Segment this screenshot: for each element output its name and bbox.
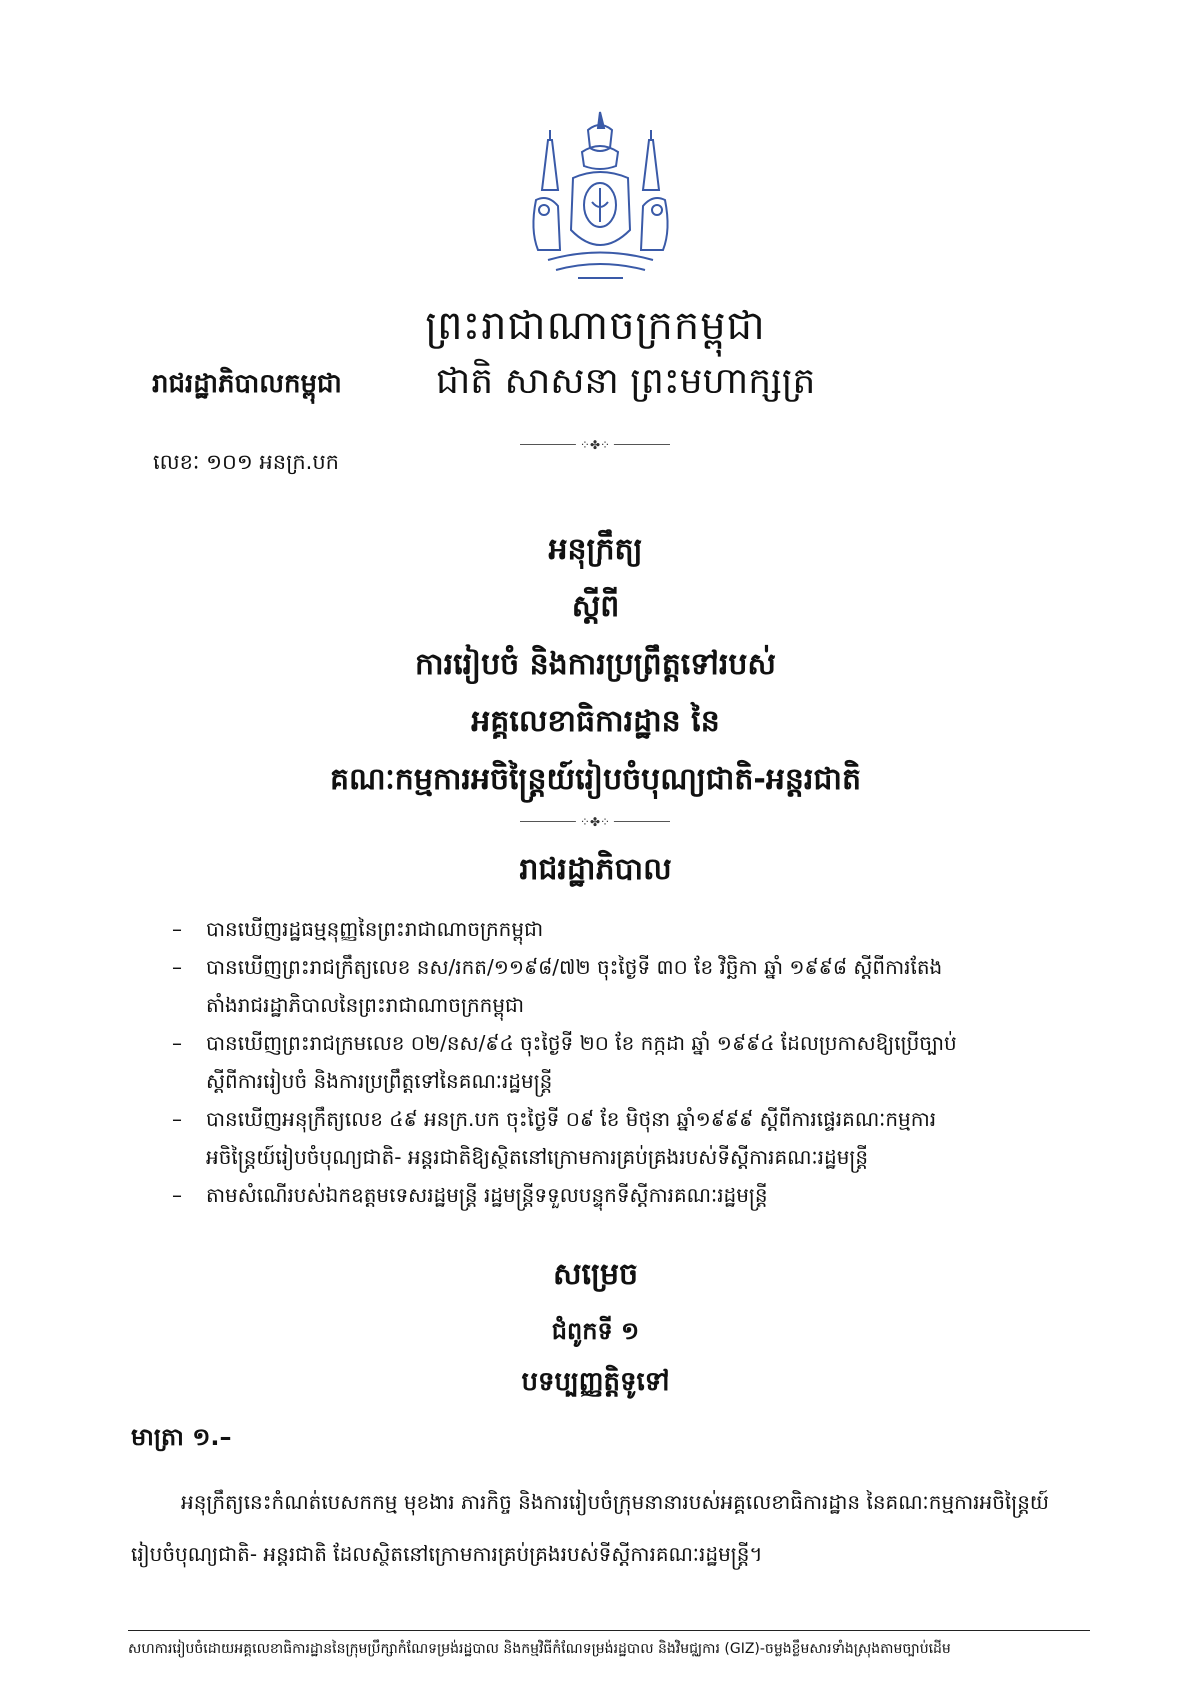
footer-divider <box>128 1630 1090 1631</box>
title-line-3: គណៈកម្មការអចិន្ត្រៃយ៍រៀបចំបុណ្យជាតិ-អន្តរជាតិ <box>329 762 862 797</box>
decision-heading: សម្រេច <box>552 1257 639 1292</box>
list-item: – បានឃើញអនុក្រឹត្យលេខ ៤៩ អនក្រ.បក ចុះថ្ងៃទី ០៩ ខែ មិថុនា ឆ្នាំ១៩៩៩ ស្តីពីការផ្ទេរគណៈកម្មការ អចិន្ត្រៃយ៍រៀបចំបុណ្យជាតិ- អន្តរជាតិឱ្យស្ថិតនៅក្រោមការគ្រប់គ្រងរបស់ទីស្តីការគណៈរដ្ឋមន្ត្រី <box>172 1100 1052 1176</box>
government-name: រាជរដ្ឋាភិបាលកម្ពុជា <box>152 369 342 399</box>
issuer-heading: រាជរដ្ឋាភិបាល <box>519 852 672 887</box>
article-heading: មាត្រា ១.– <box>131 1423 232 1451</box>
national-motto: ជាតិ សាសនា ព្រះមហាក្សត្រ <box>436 361 816 402</box>
list-item: – បានឃើញរដ្ឋធម្មនុញ្ញនៃព្រះរាជាណាចក្រកម្ពុជា <box>172 917 544 941</box>
royal-emblem-icon <box>518 110 683 285</box>
title-line-1: ការរៀបចំ និងការប្រព្រឹត្តទៅរបស់ <box>415 647 776 682</box>
consideration-text: បានឃើញព្រះរាជក្រមលេខ ០២/នស/៩៤ ចុះថ្ងៃទី ២០ ខែ កក្កដា ឆ្នាំ ១៩៩៤ ដែលប្រកាសឱ្យប្រើច្បាប់ <box>206 1031 957 1055</box>
list-item: – បានឃើញព្រះរាជក្រឹត្យលេខ នស/រកត/១១៩៨/៧២ ចុះថ្ងៃទី ៣០ ខែ វិច្ឆិកា ឆ្នាំ ១៩៩៨ ស្តីពីការតែង តាំងរាជរដ្ឋាភិបាលនៃព្រះរាជាណាចក្រកម្ពុជា <box>172 948 1052 1024</box>
title-about: ស្តីពី <box>571 589 620 624</box>
article-body: អនុក្រឹត្យនេះកំណត់បេសកកម្ម មុខងារ ភារកិច្ច និងការរៀបចំក្រុមនានារបស់អគ្គលេខាធិការដ្ឋាន នៃគណៈកម្មការអចិន្ត្រៃយ៍រៀបចំបុណ្យជាតិ- អន្តរជាតិ ដែលស្ថិតនៅក្រោមការគ្រប់គ្រងរបស់ទីស្តីការគណៈរដ្ឋមន្ត្រី។ <box>131 1490 1049 1566</box>
list-item: – តាមសំណើរបស់ឯកឧត្តមទេសរដ្ឋមន្ត្រី រដ្ឋមន្ត្រីទទួលបន្ទុកទីស្តីការគណៈរដ្ឋមន្ត្រី <box>172 1183 768 1207</box>
consideration-text: បានឃើញអនុក្រឹត្យលេខ ៤៩ អនក្រ.បក ចុះថ្ងៃទី ០៩ ខែ មិថុនា ឆ្នាំ១៩៩៩ ស្តីពីការផ្ទេរគណៈកម្មការ <box>206 1107 937 1131</box>
chapter-title: បទប្បញ្ញត្តិទូទៅ <box>521 1367 670 1397</box>
considerations-list <box>172 910 1052 1214</box>
consideration-text: តាំងរាជរដ្ឋាភិបាលនៃព្រះរាជាណាចក្រកម្ពុជា <box>206 993 525 1017</box>
divider-ornament: ⁘✤⁘ <box>520 815 670 829</box>
divider-ornament: ⁘✤⁘ <box>520 438 670 452</box>
chapter-heading: ជំពូកទី ១ <box>551 1317 640 1345</box>
reference-number: លេខៈ ១០១ អនក្រ.បក <box>153 450 339 474</box>
consideration-text: ស្តីពីការរៀបចំ និងការប្រព្រឹត្តទៅនៃគណៈរដ្ឋមន្ត្រី <box>206 1069 553 1093</box>
footer-note: សហការរៀបចំដោយអគ្គលេខាធិការដ្ឋាននៃក្រុមប្រឹក្សាកំណែទម្រង់រដ្ឋបាល និងកម្មវិធីកំណែទម្រង់រដ្ឋបាល និងវិមជ្ឈការ (GIZ)-ចម្លងខ្លឹមសារទាំងស្រុងតាមច្បាប់ដើម <box>128 1641 951 1657</box>
document-type: អនុក្រឹត្យ <box>548 532 643 567</box>
title-line-2: អគ្គលេខាធិការដ្ឋាន នៃ <box>471 704 720 739</box>
consideration-text: តាមសំណើរបស់ឯកឧត្តមទេសរដ្ឋមន្ត្រី រដ្ឋមន្ត្រីទទួលបន្ទុកទីស្តីការគណៈរដ្ឋមន្ត្រី <box>206 1183 768 1207</box>
consideration-text: បានឃើញព្រះរាជក្រឹត្យលេខ នស/រកត/១១៩៨/៧២ ចុះថ្ងៃទី ៣០ ខែ វិច្ឆិកា ឆ្នាំ ១៩៩៨ ស្តីពីការតែង <box>206 955 943 979</box>
list-item: – បានឃើញព្រះរាជក្រមលេខ ០២/នស/៩៤ ចុះថ្ងៃទី ២០ ខែ កក្កដា ឆ្នាំ ១៩៩៤ ដែលប្រកាសឱ្យប្រើច្បាប់ ស្តីពីការរៀបចំ និងការប្រព្រឹត្តទៅនៃគណៈរដ្ឋមន្ត្រី <box>172 1024 1052 1100</box>
kingdom-heading: ព្រះរាជាណាចក្រកម្ពុជា <box>425 303 766 349</box>
consideration-text: អចិន្ត្រៃយ៍រៀបចំបុណ្យជាតិ- អន្តរជាតិឱ្យស្ថិតនៅក្រោមការគ្រប់គ្រងរបស់ទីស្តីការគណៈរដ្ឋមន្ត្រី <box>206 1145 869 1169</box>
consideration-text: បានឃើញរដ្ឋធម្មនុញ្ញនៃព្រះរាជាណាចក្រកម្ពុជា <box>206 917 544 941</box>
